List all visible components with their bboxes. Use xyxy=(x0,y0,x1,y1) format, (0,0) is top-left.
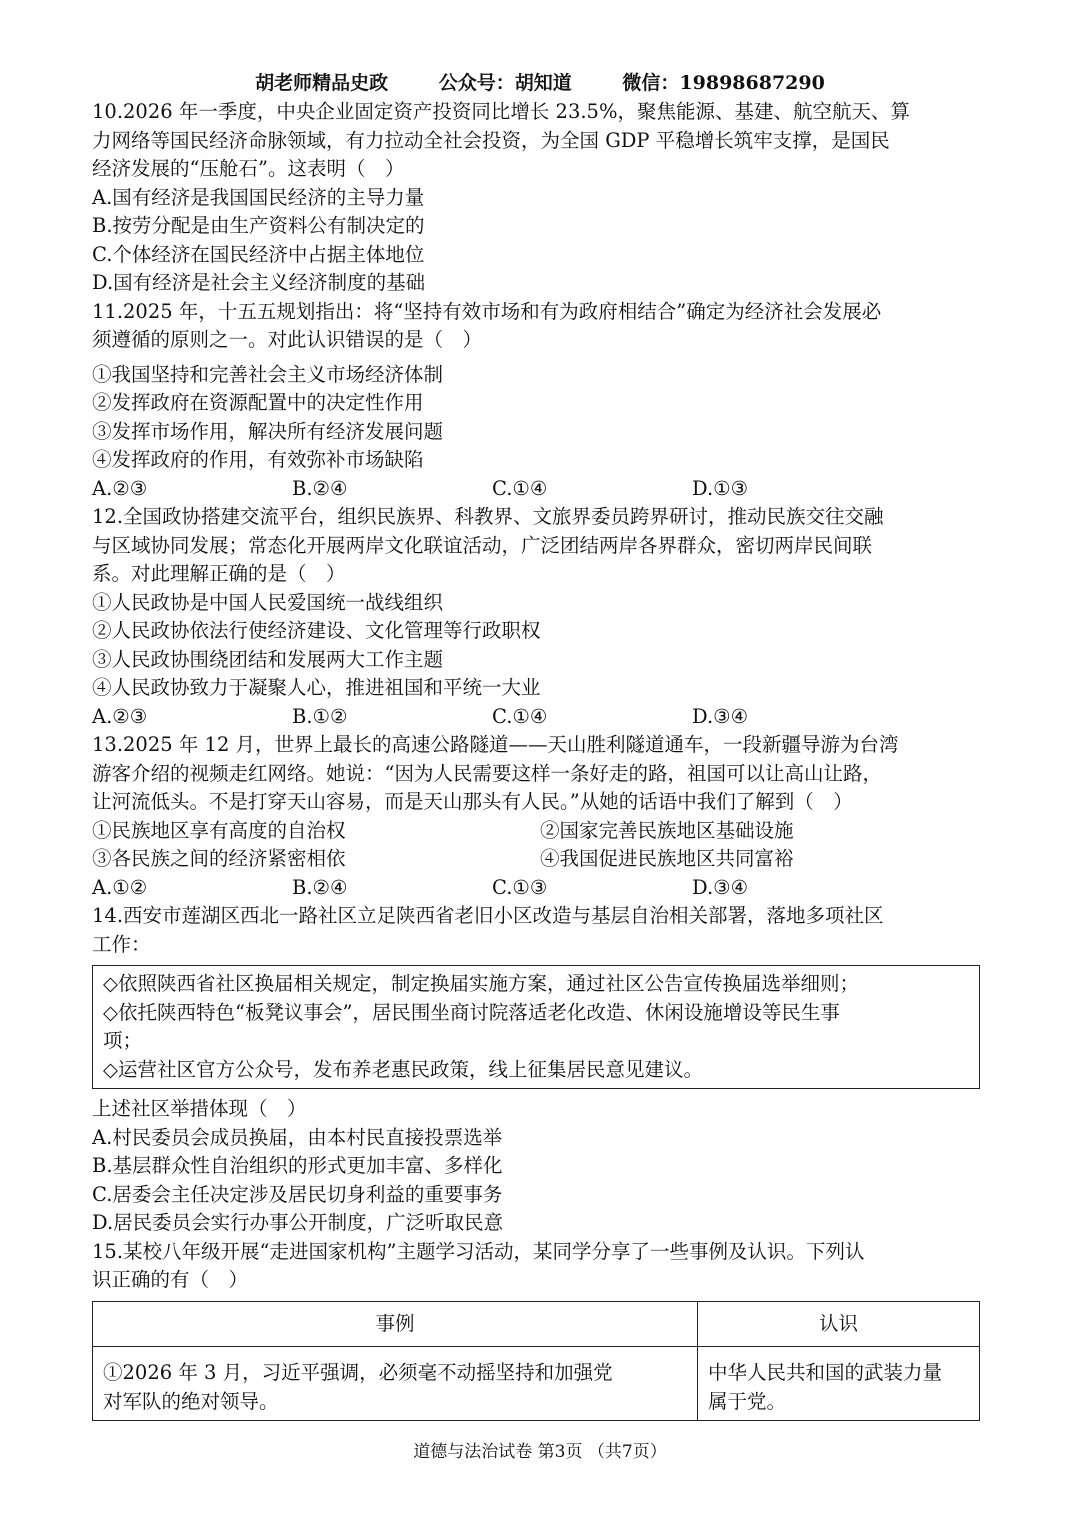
question-stem-line: 游客介绍的视频走红网络。她说：“因为人民需要这样一条好走的路，祖国可以让高山让路， xyxy=(92,761,882,785)
question-13 xyxy=(92,731,988,902)
statement-item: ②国家完善民族地区基础设施 xyxy=(540,818,794,842)
option-c: C.①③ xyxy=(492,875,548,899)
option-b: B.基层群众性自治组织的形式更加丰富、多样化 xyxy=(92,1154,503,1177)
statement-item: ①民族地区享有高度的自治权 xyxy=(92,818,346,842)
material-box xyxy=(92,965,980,1089)
question-stem-line: 识正确的有（ ） xyxy=(92,1268,249,1291)
option-c: C.①④ xyxy=(492,704,548,728)
option-b: B.按劳分配是由生产资料公有制决定的 xyxy=(92,214,425,237)
option-a: A.②③ xyxy=(92,476,148,500)
options-row xyxy=(92,475,988,504)
option-b: B.①② xyxy=(292,704,348,728)
question-stem-line: 2025 年，十五五规划指出：将“坚持有效市场和有为政府相结合”确定为经济社会发展必 xyxy=(123,299,882,323)
option-b: B.②④ xyxy=(292,875,348,899)
statement-item: ①人民政协是中国人民爱国统一战线组织 xyxy=(92,590,444,614)
option-d: D.国有经济是社会主义经济制度的基础 xyxy=(92,271,426,294)
statement-item: ②发挥政府在资源配置中的决定性作用 xyxy=(92,391,424,414)
statement-row xyxy=(92,845,988,874)
question-stem-line: 工作： xyxy=(92,932,151,956)
statement-item: ④人民政协致力于凝聚人心，推进祖国和平统一大业 xyxy=(92,676,541,699)
question-10 xyxy=(92,98,988,298)
question-stem-line: 与区域协同发展；常态化开展两岸文化联谊活动，广泛团结两岸各界群众，密切两岸民间联 xyxy=(92,533,873,557)
question-number: 14. xyxy=(92,904,124,927)
table-header-row xyxy=(93,1301,980,1347)
question-11 xyxy=(92,298,988,504)
option-a: A.②③ xyxy=(92,704,148,728)
question-stem-line: 全国政协搭建交流平台，组织民族界、科教界、文旅界委员跨界研讨，推动民族交往交融 xyxy=(123,505,884,528)
statement-item: ③各民族之间的经济紧密相依 xyxy=(92,847,346,870)
option-d: D.③④ xyxy=(692,875,749,899)
header-official-account: 公众号：胡知道 xyxy=(438,72,572,94)
question-stem-line: 力网络等国民经济命脉领域，有力拉动全社会投资，为全国 GDP 平稳增长筑牢支撑，是国民 xyxy=(92,128,890,152)
page-footer: 道德与法治试卷 第3页 （共7页） xyxy=(413,1442,667,1462)
material-line: 项； xyxy=(103,1029,143,1052)
option-a: A.村民委员会成员换届，由本村民直接投票选举 xyxy=(92,1125,503,1149)
question-15 xyxy=(92,1238,988,1422)
question-stem-line: 上述社区举措体现（ ） xyxy=(92,1097,307,1120)
question-stem-line: 2026 年一季度，中央企业固定资产投资同比增长 23.5%，聚焦能源、基建、航空航天、算 xyxy=(123,100,910,123)
table-row xyxy=(93,1347,980,1421)
question-stem-line: 西安市莲湖区西北一路社区立足陕西省老旧小区改造与基层自治相关部署，落地多项社区 xyxy=(123,904,884,927)
header-brand: 胡老师精品史政 xyxy=(255,72,389,94)
option-d: D.①③ xyxy=(692,476,749,500)
question-stem-line: 2025 年 12 月，世界上最长的高速公路隧道——天山胜利隧道通车，一段新疆导游为台湾 xyxy=(123,733,899,756)
material-line: ◇运营社区官方公众号，发布养老惠民政策，线上征集居民意见建议。 xyxy=(103,1057,703,1081)
question-number: 12. xyxy=(92,505,124,528)
question-number: 13. xyxy=(92,733,124,756)
statement-item: ③人民政协围绕团结和发展两大工作主题 xyxy=(92,647,444,671)
options-row xyxy=(92,874,988,903)
option-c: C.个体经济在国民经济中占据主体地位 xyxy=(92,242,425,266)
exam-content xyxy=(92,98,988,1421)
statement-item: ①我国坚持和完善社会主义市场经济体制 xyxy=(92,362,444,386)
question-stem-line: 某校八年级开展“走进国家机构”主题学习活动，某同学分享了一些事例及认识。下列认 xyxy=(123,1239,865,1263)
option-b: B.②④ xyxy=(292,476,348,500)
option-c: C.居委会主任决定涉及居民切身利益的重要事务 xyxy=(92,1182,503,1206)
statement-item: ④发挥政府的作用，有效弥补市场缺陷 xyxy=(92,448,424,471)
question-number: 11. xyxy=(92,299,124,323)
option-a: A.国有经济是我国国民经济的主导力量 xyxy=(92,185,425,209)
statement-item: ③发挥市场作用，解决所有经济发展问题 xyxy=(92,419,444,443)
statement-item: ④我国促进民族地区共同富裕 xyxy=(540,847,794,870)
option-d: D.居民委员会实行办事公开制度，广泛听取民意 xyxy=(92,1211,504,1234)
question-14 xyxy=(92,902,988,1238)
question-stem-line: 经济发展的“压舱石”。这表明（ ） xyxy=(92,157,405,180)
statement-item: ②人民政协依法行使经济建设、文化管理等行政职权 xyxy=(92,619,541,642)
page-header xyxy=(0,68,1080,95)
material-line: ◇依托陕西特色“板凳议事会”，居民围坐商讨院落适老化改造、休闲设施增设等民生事 xyxy=(103,1000,840,1024)
option-a: A.①② xyxy=(92,875,148,899)
table-header-view: 认识 xyxy=(698,1301,980,1347)
options-row xyxy=(92,703,988,732)
question-number: 10. xyxy=(92,100,124,123)
question-12 xyxy=(92,503,988,731)
question-stem-line: 须遵循的原则之一。对此认识错误的是（ ） xyxy=(92,328,483,351)
question-number: 15. xyxy=(92,1239,124,1263)
material-line: ◇依照陕西省社区换届相关规定，制定换届实施方案，通过社区公告宣传换届选举细则； xyxy=(103,972,859,995)
table-cell-case: ①2026 年 3 月，习近平强调，必须毫不动摇坚持和加强党 对军队的绝对领导。 xyxy=(93,1347,698,1421)
header-wechat: 微信：19898687290 xyxy=(622,72,825,94)
table-cell-view: 中华人民共和国的武装力量 属于党。 xyxy=(698,1347,980,1421)
question-stem-line: 系。对此理解正确的是（ ） xyxy=(92,562,346,585)
statement-row xyxy=(92,817,988,846)
question-stem-line: 让河流低头。不是打穿天山容易，而是天山那头有人民。”从她的话语中我们了解到（ ） xyxy=(92,790,853,813)
option-c: C.①④ xyxy=(492,476,548,500)
case-table xyxy=(92,1301,980,1422)
option-d: D.③④ xyxy=(692,704,749,728)
table-header-case: 事例 xyxy=(93,1301,698,1347)
